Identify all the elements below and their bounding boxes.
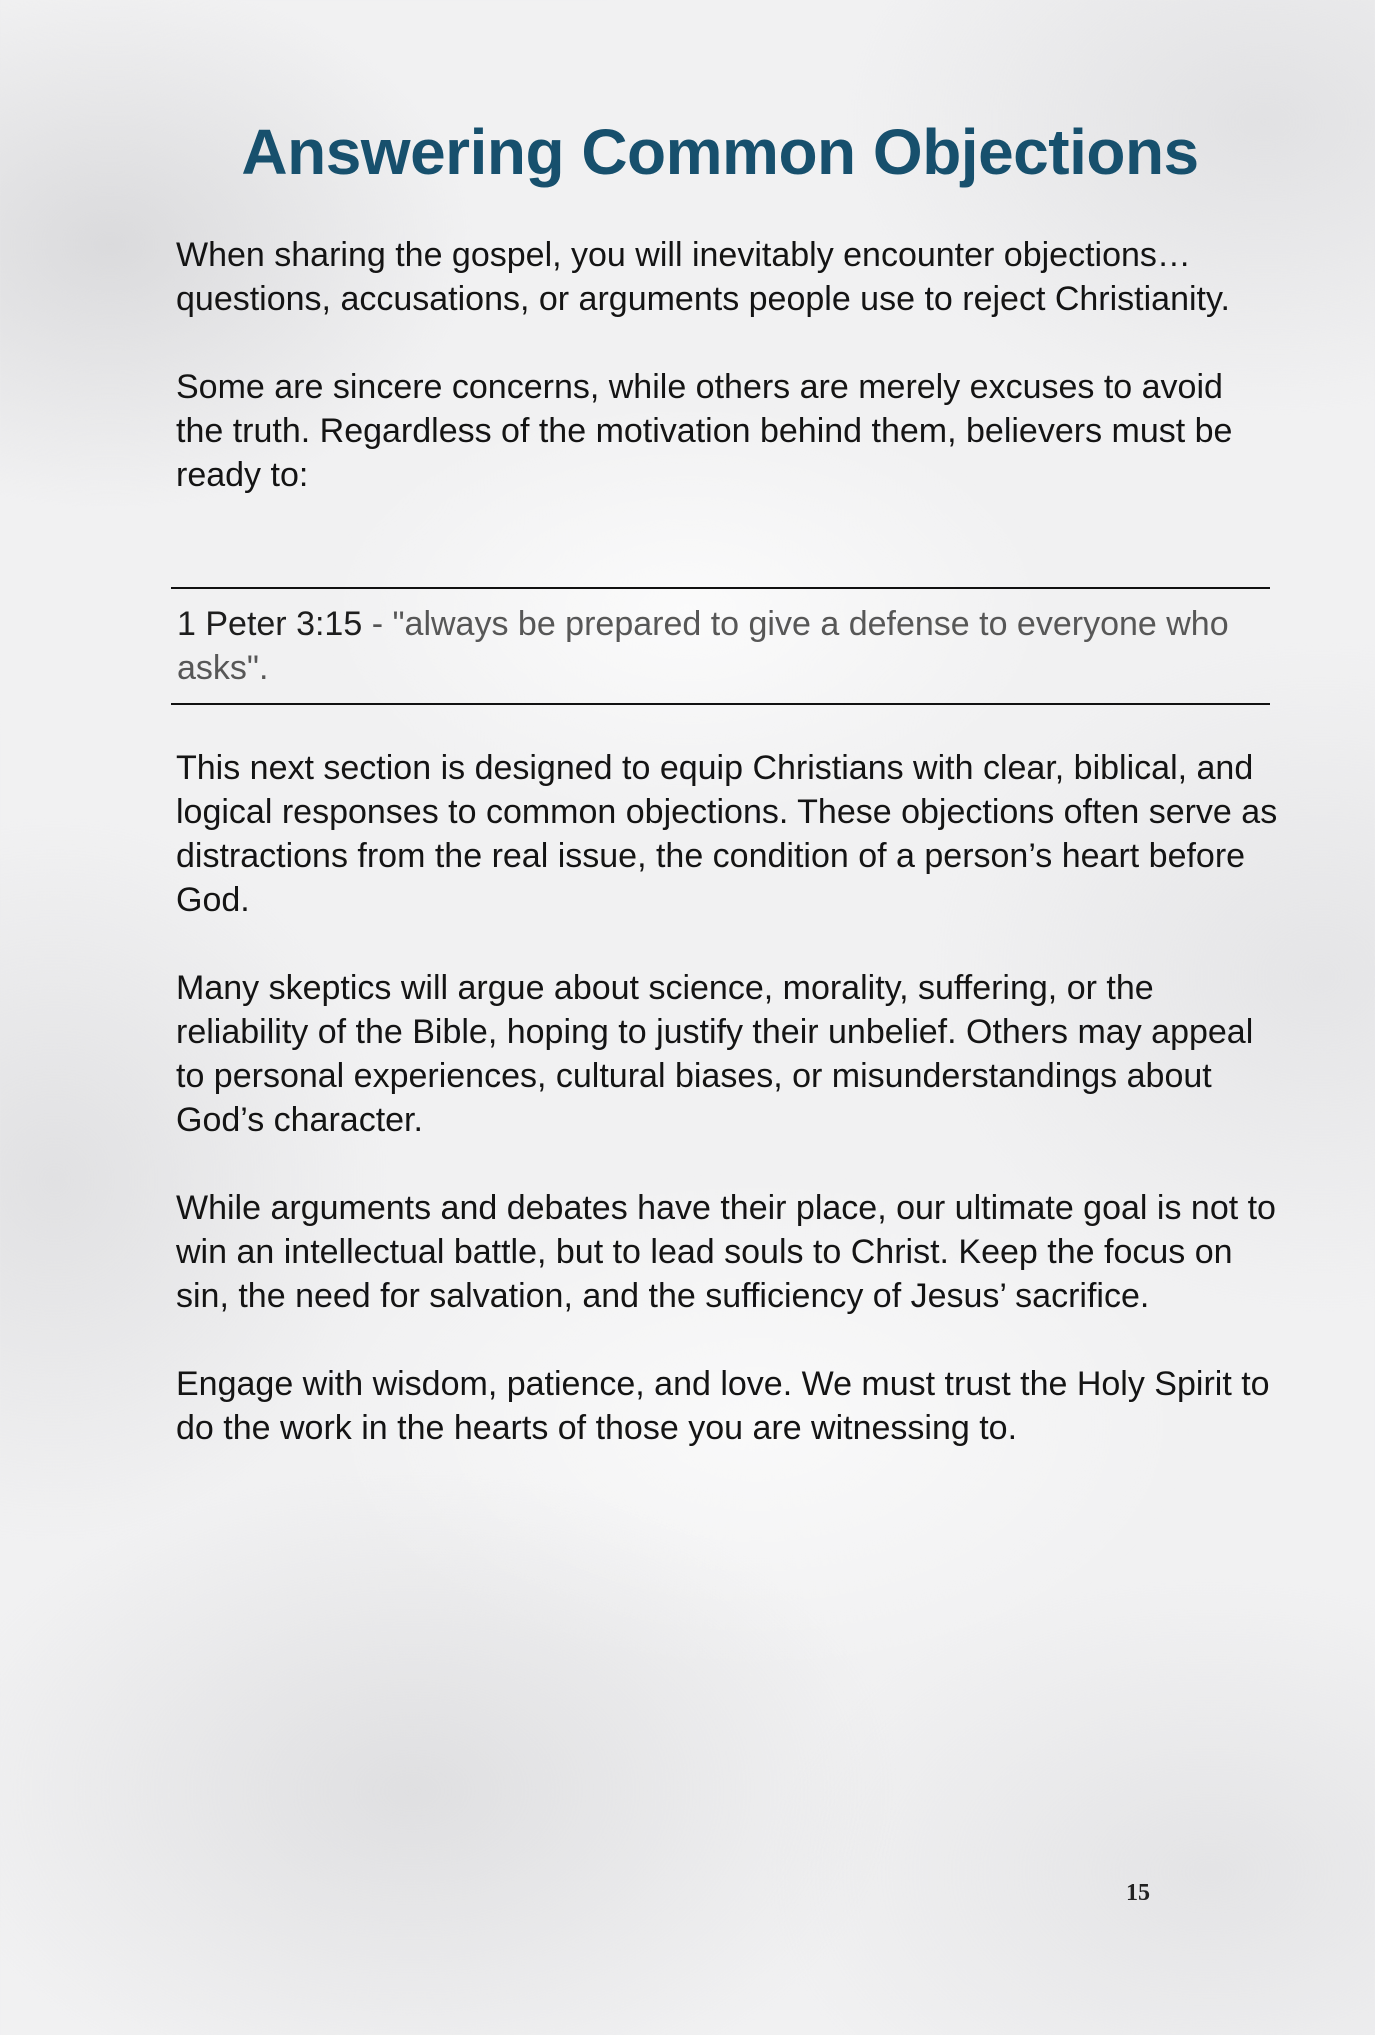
quote-separator: - [362, 605, 393, 643]
intro-paragraph-1: When sharing the gospel, you will inevitably encounter objections… questions, accusations, or arguments people use to reject Christianity. [176, 236, 1230, 318]
body-paragraph-1: This next section is designed to equip Christians with clear, biblical, and logical responses to common objections. These objections often serve as distractions from the real issue, the condition of a person’s heart before God. [176, 749, 1278, 919]
page-title: Answering Common Objections [241, 116, 1199, 188]
intro-paragraph-2: Some are sincere concerns, while others are merely excuses to avoid the truth. Regardless of the motivation behind them, believers must be ready to: [176, 368, 1233, 494]
body-paragraph-2: Many skeptics will argue about science, morality, suffering, or the reliability of the Bible, hoping to justify their unbelief. Others may appeal to personal experiences, cultural biases, or misunderstandings about God’s character. [176, 969, 1254, 1139]
scripture-quote-block [171, 587, 1270, 705]
scripture-text: "always be prepared to give a defense to everyone who asks". [177, 605, 1229, 687]
body-paragraph-4: Engage with wisdom, patience, and love. We must trust the Holy Spirit to do the work in the hearts of those you are witnessing to. [176, 1365, 1270, 1447]
page-number: 15 [1126, 1880, 1150, 1906]
scripture-reference: 1 Peter 3:15 [177, 605, 363, 643]
intro-section [176, 233, 1276, 497]
scripture-quote [177, 602, 1270, 690]
body-section [176, 746, 1286, 1450]
body-paragraph-3: While arguments and debates have their place, our ultimate goal is not to win an intellectual battle, but to lead souls to Christ. Keep the focus on sin, the need for salvation, and the sufficiency of Jesus’ sacrifice. [176, 1189, 1276, 1315]
